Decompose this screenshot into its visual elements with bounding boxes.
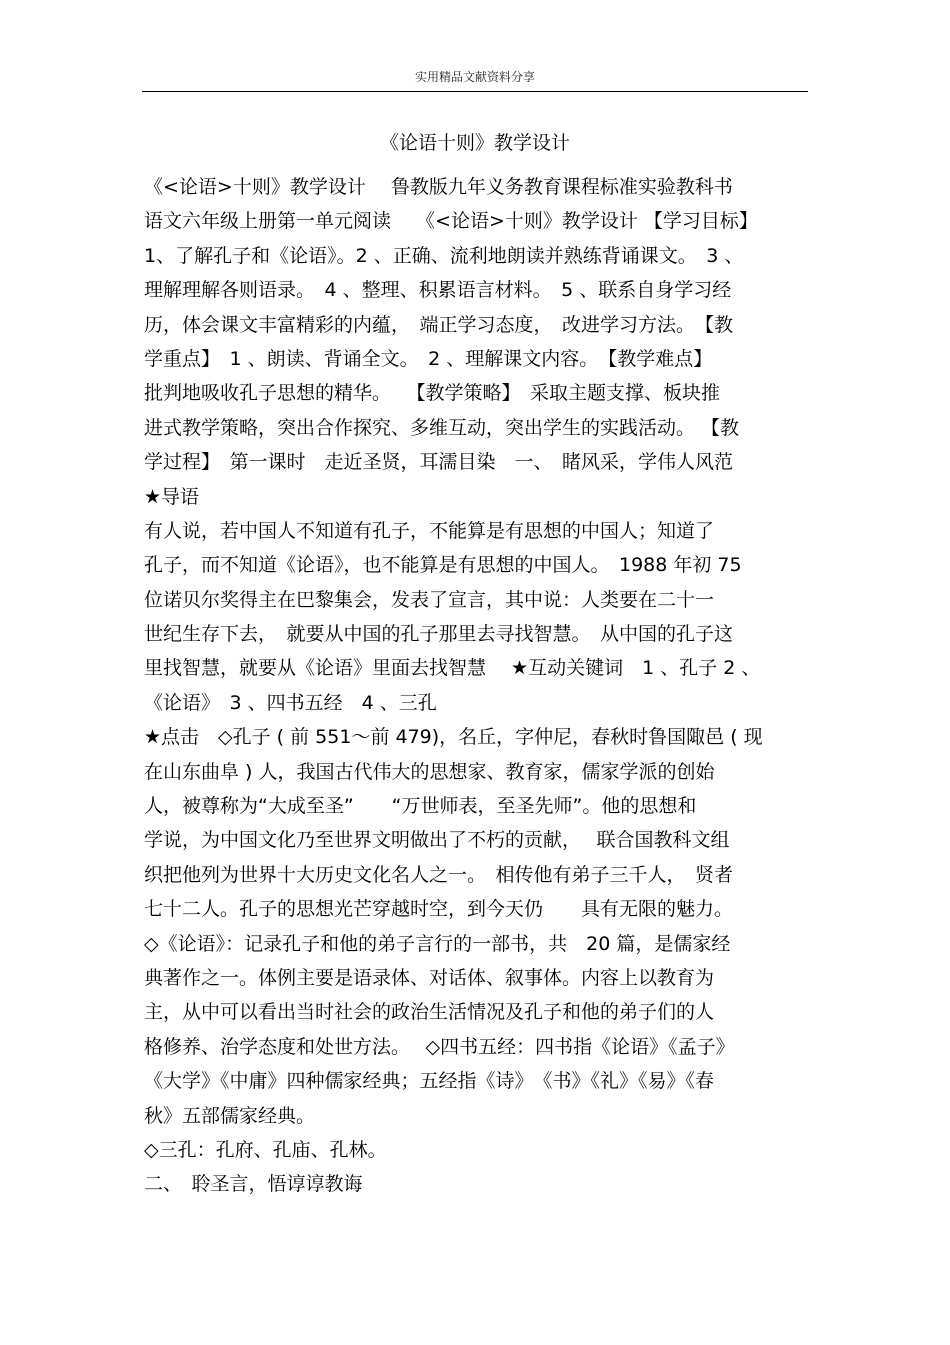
body-line: 二、 聆圣言，悟谆谆教诲 (144, 1173, 363, 1196)
body-line: 世纪生存下去， 就要从中国的孔子那里去寻找智慧。 从中国的孔子这 (144, 623, 734, 646)
body-line: ◇三孔：孔府、孔庙、孔林。 (144, 1138, 387, 1161)
body-line: 历，体会课文丰富精彩的内蕴， 端正学习态度， 改进学习方法。 【教 (144, 313, 734, 336)
body-line: 人，被尊称为“大成至圣” “万世师表，至圣先师”。他的思想和 (144, 795, 697, 818)
body-line: 批判地吸收孔子思想的精华。 【教学策略】 采取主题支撑、板块推 (144, 382, 721, 405)
body-line: 《论语》 3 、四书五经 4 、三孔 (144, 691, 437, 714)
body-line: 《<论语>十则》教学设计 鲁教版九年义务教育课程标准实验教科书 (144, 176, 733, 198)
body-line: 织把他列为世界十大历史文化名人之一。 相传他有弟子三千人， 贤者 (144, 863, 734, 886)
body-line: 语文六年级上册第一单元阅读 《<论语>十则》教学设计 【学习目标】 (144, 210, 758, 233)
body-line: 在山东曲阜 ) 人，我国古代伟大的思想家、教育家，儒家学派的创始 (144, 760, 715, 783)
body-line: 主，从中可以看出当时社会的政治生活情况及孔子和他的弟子们的人 (144, 1001, 715, 1024)
body-line: 1、了解孔子和《论语》。2 、正确、流利地朗读并熟练背诵课文。 3 、 (144, 244, 744, 267)
document-title: 《论语十则》教学设计 (379, 132, 570, 154)
body-line: ◇《论语》：记录孔子和他的弟子言行的一部书，共 20 篇，是儒家经 (144, 932, 731, 955)
body-line: 位诺贝尔奖得主在巴黎集会，发表了宣言，其中说：人类要在二十一 (144, 588, 715, 611)
body-line: 典著作之一。体例主要是语录体、对话体、叙事体。内容上以教育为 (144, 966, 715, 989)
body-line: 《大学》《中庸》四种儒家经典；五经指《诗》 《书》《礼》《易》《春 (144, 1070, 715, 1093)
body-line: 进式教学策略，突出合作探究、多维互动，突出学生的实践活动。 【教 (144, 416, 740, 439)
body-line: 七十二人。孔子的思想光芒穿越时空，到今天仍 具有无限的魅力。 (144, 898, 734, 921)
body-line: ★点击 ◇孔子 ( 前 551～前 479)，名丘，字仲尼，春秋时鲁国陬邑 ( 现 (144, 726, 763, 749)
header-divider (142, 91, 808, 92)
body-line: ★导语 (144, 485, 200, 508)
body-line: 孔子，而不知道《论语》，也不能算是有思想的中国人。 1988 年初 75 (144, 554, 742, 577)
body-line: 里找智慧，就要从《论语》里面去找智慧 ★互动关键词 1 、孔子 2 、 (144, 657, 761, 680)
body-line: 学说，为中国文化乃至世界文明做出了不朽的贡献， 联合国教科文组 (144, 829, 730, 852)
body-line: 学重点】 1 、朗读、背诵全文。 2 、理解课文内容。 【教学难点】 (144, 347, 713, 370)
page-header: 实用精品文献资料分享 (414, 70, 535, 84)
body-line: 有人说，若中国人不知道有孔子，不能算是有思想的中国人；知道了 (144, 519, 715, 542)
body-line: 理解理解各则语录。 4 、整理、积累语言材料。 5 、联系自身学习经 (144, 279, 732, 302)
body-line: 学过程】 第一课时 走近圣贤，耳濡目染 一、 睹风采，学伟人风范 (144, 451, 734, 474)
body-line: 格修养、治学态度和处世方法。 ◇四书五经：四书指《论语》《孟子》 (144, 1035, 735, 1058)
body-line: 秋》五部儒家经典。 (144, 1104, 316, 1127)
document-body (144, 170, 814, 1202)
